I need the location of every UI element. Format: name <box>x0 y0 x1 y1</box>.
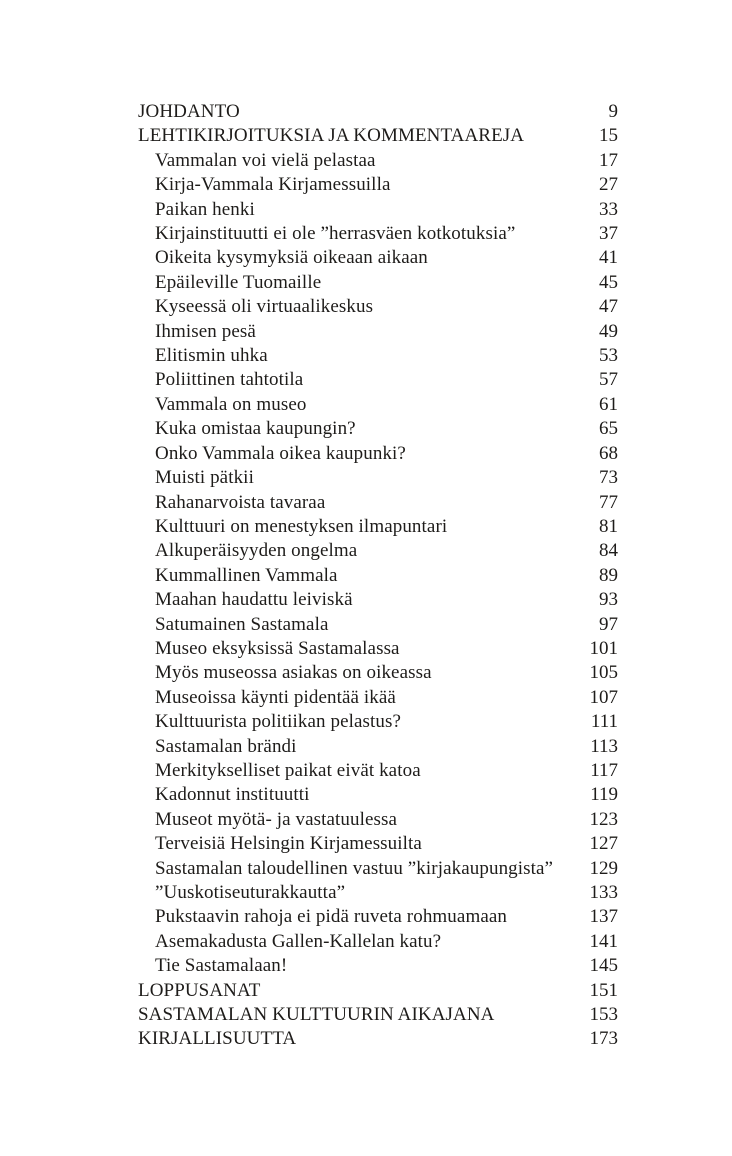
toc-entry-page: 15 <box>599 125 618 147</box>
toc-entry-page: 41 <box>599 247 618 269</box>
toc-entry <box>138 100 618 124</box>
toc-entry <box>138 222 618 246</box>
toc-entry-label: Poliittinen tahtotila <box>155 369 304 391</box>
toc-entry <box>138 710 618 734</box>
toc-entry-page: 37 <box>599 223 618 245</box>
toc-entry-page: 107 <box>589 686 618 708</box>
table-of-contents <box>138 100 618 1052</box>
toc-entry <box>138 979 618 1003</box>
toc-entry-label: Kadonnut instituutti <box>155 784 310 806</box>
toc-entry-page: 141 <box>589 930 618 952</box>
toc-entry-label: Rahanarvoista tavaraa <box>155 491 326 513</box>
toc-entry-label: Terveisiä Helsingin Kirjamessuilta <box>155 833 422 855</box>
toc-entry-page: 61 <box>599 393 618 415</box>
toc-entry-label: Maahan haudattu leiviskä <box>155 589 353 611</box>
toc-entry-page: 105 <box>589 662 618 684</box>
toc-entry-label: Kulttuuri on menestyksen ilmapuntari <box>155 515 448 537</box>
toc-entry <box>138 613 618 637</box>
toc-entry-page: 57 <box>599 369 618 391</box>
toc-entry-label: Muisti pätkii <box>155 467 254 489</box>
toc-entry-label: Vammalan voi vielä pelastaa <box>155 149 376 171</box>
toc-entry-page: 81 <box>599 515 618 537</box>
toc-entry <box>138 637 618 661</box>
toc-entry <box>138 686 618 710</box>
toc-entry <box>138 149 618 173</box>
toc-entry <box>138 539 618 563</box>
toc-entry <box>138 564 618 588</box>
toc-entry-label: KIRJALLISUUTTA <box>138 1028 297 1050</box>
toc-entry-label: Pukstaavin rahoja ei pidä ruveta rohmuamaan <box>155 906 507 928</box>
toc-entry-page: 173 <box>589 1028 618 1050</box>
toc-entry-label: Kummallinen Vammala <box>155 564 338 586</box>
toc-entry-page: 119 <box>590 784 618 806</box>
toc-entry <box>138 442 618 466</box>
toc-entry-label: Kuka omistaa kaupungin? <box>155 418 356 440</box>
toc-entry <box>138 661 618 685</box>
toc-entry-label: LOPPUSANAT <box>138 979 261 1001</box>
toc-entry <box>138 930 618 954</box>
toc-entry-page: 65 <box>599 418 618 440</box>
toc-entry-label: Sastamalan taloudellinen vastuu ”kirjakaupungista” <box>155 857 554 879</box>
toc-entry <box>138 832 618 856</box>
toc-entry-page: 117 <box>590 759 618 781</box>
toc-entry <box>138 368 618 392</box>
toc-entry <box>138 173 618 197</box>
toc-entry-label: Vammala on museo <box>155 393 307 415</box>
toc-entry-page: 49 <box>599 320 618 342</box>
toc-entry-page: 133 <box>589 882 618 903</box>
toc-entry <box>138 905 618 929</box>
toc-entry-label: Satumainen Sastamala <box>155 613 329 635</box>
toc-entry-label: Museoissa käynti pidentää ikää <box>155 686 396 708</box>
toc-entry-page: 93 <box>599 589 618 611</box>
toc-entry <box>138 466 618 490</box>
toc-entry-label: Merkitykselliset paikat eivät katoa <box>155 759 421 781</box>
toc-entry-page: 111 <box>590 711 618 733</box>
toc-entry <box>138 271 618 295</box>
toc-entry-label: LEHTIKIRJOITUKSIA JA KOMMENTAAREJA <box>138 125 525 147</box>
toc-entry-label: JOHDANTO <box>138 101 240 122</box>
toc-entry-label: Tie Sastamalaan! <box>155 955 288 977</box>
toc-entry-label: Alkuperäisyyden ongelma <box>155 540 358 562</box>
toc-entry <box>138 954 618 978</box>
toc-entry-page: 9 <box>608 101 618 122</box>
toc-entry-page: 97 <box>599 613 618 635</box>
toc-entry <box>138 588 618 612</box>
toc-entry-label: Paikan henki <box>155 198 255 220</box>
toc-entry-label: Museot myötä- ja vastatuulessa <box>155 808 398 830</box>
toc-entry-page: 53 <box>599 345 618 367</box>
toc-entry-label: Ihmisen pesä <box>155 320 256 342</box>
toc-entry <box>138 857 618 881</box>
toc-entry-label: Myös museossa asiakas on oikeassa <box>155 662 432 684</box>
toc-entry-label: Kulttuurista politiikan pelastus? <box>155 711 402 733</box>
toc-entry <box>138 1027 618 1051</box>
toc-entry-page: 89 <box>599 564 618 586</box>
toc-entry-page: 137 <box>589 906 618 928</box>
toc-entry <box>138 124 618 148</box>
toc-entry-label: Kyseessä oli virtuaalikeskus <box>155 296 374 318</box>
toc-entry-page: 77 <box>599 491 618 513</box>
toc-entry-label: ”Uuskotiseuturakkautta” <box>155 882 346 903</box>
toc-entry-page: 101 <box>589 637 618 659</box>
toc-entry-label: Kirjainstituutti ei ole ”herrasväen kotkotuksia” <box>155 223 516 245</box>
toc-entry-page: 73 <box>599 467 618 489</box>
toc-entry <box>138 881 618 905</box>
toc-entry <box>138 783 618 807</box>
toc-entry-page: 27 <box>599 174 618 196</box>
toc-entry-page: 45 <box>599 271 618 293</box>
toc-entry <box>138 198 618 222</box>
toc-entry-page: 151 <box>589 979 618 1001</box>
toc-entry <box>138 1003 618 1027</box>
toc-entry-page: 17 <box>599 149 618 171</box>
toc-entry <box>138 344 618 368</box>
toc-entry-label: Onko Vammala oikea kaupunki? <box>155 442 406 464</box>
toc-entry <box>138 246 618 270</box>
toc-entry <box>138 393 618 417</box>
toc-entry <box>138 491 618 515</box>
toc-entry-label: Museo eksyksissä Sastamalassa <box>155 637 400 659</box>
toc-entry-page: 33 <box>599 198 618 220</box>
toc-entry <box>138 417 618 441</box>
toc-entry-label: Elitismin uhka <box>155 345 268 367</box>
toc-entry <box>138 808 618 832</box>
toc-entry <box>138 735 618 759</box>
toc-entry <box>138 759 618 783</box>
toc-entry-page: 47 <box>599 296 618 318</box>
toc-entry-page: 129 <box>589 857 618 879</box>
toc-entry-page: 153 <box>589 1004 618 1026</box>
toc-entry-page: 123 <box>589 808 618 830</box>
toc-entry-label: SASTAMALAN KULTTUURIN AIKAJANA <box>138 1004 495 1026</box>
toc-entry-label: Epäileville Tuomaille <box>155 271 322 293</box>
toc-entry-page: 113 <box>590 735 618 757</box>
toc-entry-page: 68 <box>599 442 618 464</box>
toc-entry-label: Sastamalan brändi <box>155 735 297 757</box>
toc-entry <box>138 295 618 319</box>
toc-entry-label: Kirja-Vammala Kirjamessuilla <box>155 174 391 196</box>
toc-entry <box>138 515 618 539</box>
toc-entry-page: 127 <box>589 833 618 855</box>
toc-entry-page: 84 <box>599 540 618 562</box>
toc-entry-label: Oikeita kysymyksiä oikeaan aikaan <box>155 247 428 269</box>
toc-entry-label: Asemakadusta Gallen-Kallelan katu? <box>155 930 442 952</box>
toc-entry-page: 145 <box>589 955 618 977</box>
toc-entry <box>138 320 618 344</box>
